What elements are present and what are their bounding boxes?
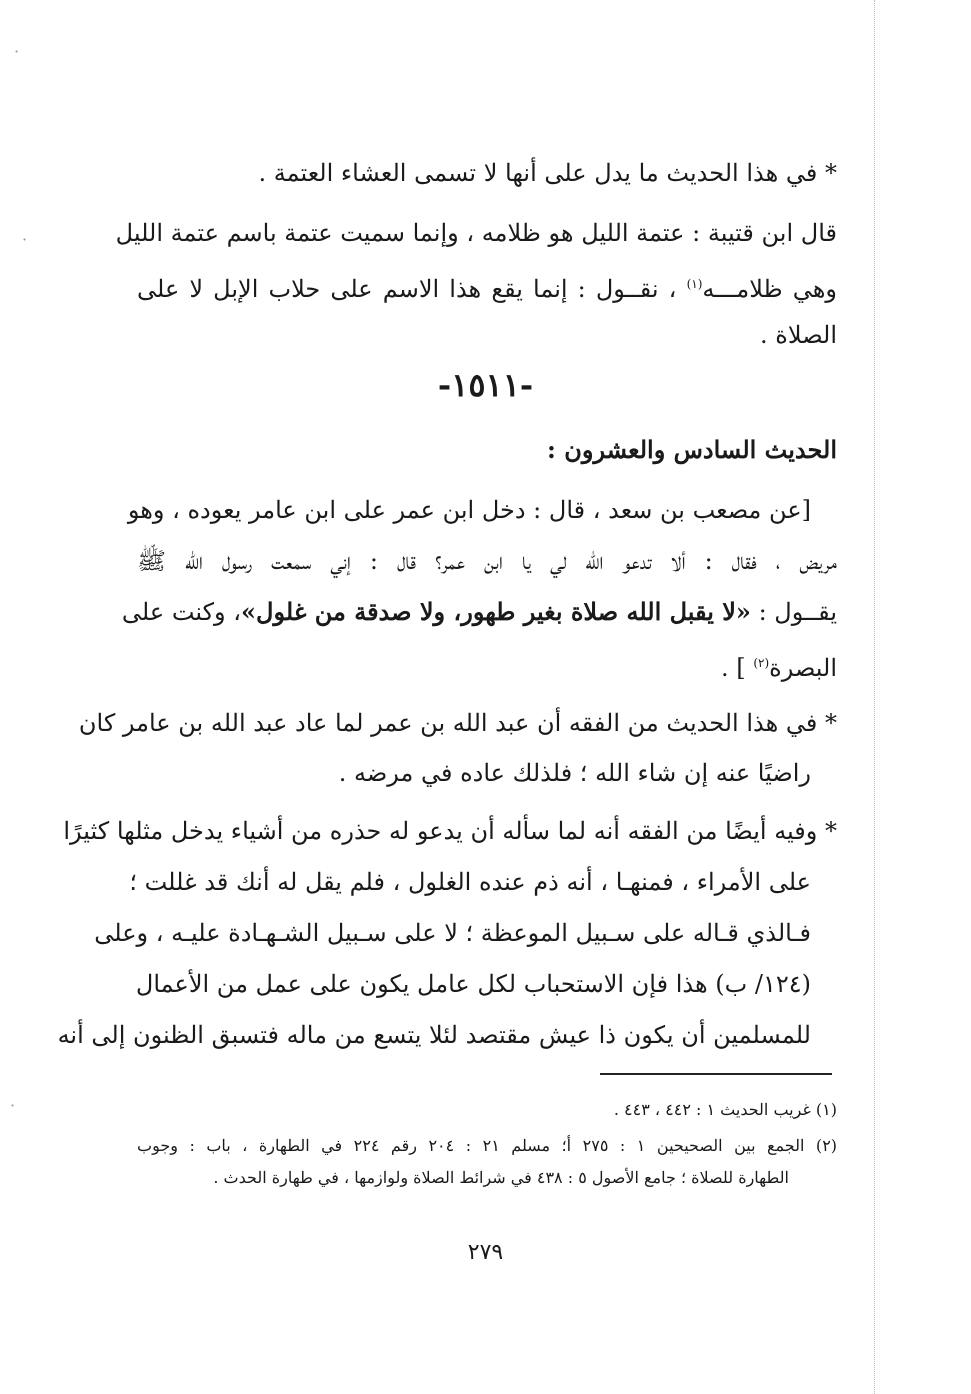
hadith-quote: «لا يقبل الله صلاة بغير طهور، ولا صدقة من غلول» [241,597,751,626]
text-line-3 [137,268,837,305]
footnote-ref-2: (٢) [753,656,770,670]
text-line-13: فـالذي قـاله على سـبيل الموعظة ؛ لا على سـبيل الشـهـادة عليـه ، وعلى [94,919,811,947]
section-subheading: الحديث السادس والعشرون : [547,435,837,464]
text-line-6: مريض ، فقال : ألا تدعو الله لي يا ابن عمر؟ قال : إني سمعت رسول الله ﷺ [137,547,837,575]
text-line-1: * في هذا الحديث ما يدل على أنها لا تسمى العشاء العتمة . [258,159,837,187]
footnote-1: (١) غريب الحديث ١ : ٤٤٢ ، ٤٤٣ . [613,1100,837,1119]
page-number: ٢٧٩ [467,1240,504,1265]
scan-mark: · [22,230,28,249]
footnote-ref-1: (١) [686,277,703,291]
text-fragment: ] . [721,654,746,682]
text-fragment: ، نقــول : إنما يقع هذا الاسم على حلاب الإبل لا على [137,275,677,303]
text-fragment: يقــول : [758,598,837,626]
text-line-9: * في هذا الحديث من الفقه أن عبد الله بن عمر لما عاد عبد الله بن عامر كان [78,709,837,737]
footnote-2: (٢) الجمع بين الصحيحين ١ : ٢٧٥ أ؛ مسلم ٢١ : ٢٠٤ رقم ٢٢٤ في الطهارة ، باب : وجوب [137,1136,838,1155]
text-line-15: للمسلمين أن يكون ذا عيش مقتصد لئلا يتسع من ماله فتسبق الظنون إلى أنه [57,1021,811,1049]
text-line-10: راضيًا عنه إن شاء الله ؛ فلذلك عاده في مرضه . [338,759,811,787]
text-line-11: * وفيه أيضًا من الفقه أنه لما سأله أن يدعو له حذره من أشياء يدخل مثلها كثيرًا [63,817,837,845]
text-line-4: الصلاة . [760,321,837,349]
scan-mark: · [14,42,20,61]
footnote-2-continued: الطهارة للصلاة ؛ جامع الأصول ٥ : ٤٣٨ في شرائط الصلاة ولوازمها ، في طهارة الحدث . [213,1168,789,1187]
text-line-2: قال ابن قتيبة : عتمة الليل هو ظلامه ، وإنما سميت عتمة باسم عتمة الليل [115,219,837,247]
footnote-separator [600,1073,832,1075]
text-line-14: (١٢٤/ ب) هذا فإن الاستحباب لكل عامل يكون على عمل من الأعمال [135,970,811,998]
text-fragment: ، وكنت على [121,598,242,626]
text-fragment: البصرة [769,654,837,682]
text-line-7 [121,596,837,628]
text-line-5: [عن مصعب بن سعد ، قال : دخل ابن عمر على ابن عامر يعوده ، وهو [127,496,811,524]
scan-margin-line [874,0,875,1394]
scan-mark: · [10,1096,16,1115]
hadith-number-heading: -١٥١١- [437,366,534,404]
text-line-12: على الأمراء ، فمنهـا ، أنه ذم عنده الغلول ، فلم يقل له أنك قد غللت ؛ [129,868,811,896]
text-fragment: وهي ظلامـــه [702,275,837,303]
text-line-8 [137,647,837,684]
